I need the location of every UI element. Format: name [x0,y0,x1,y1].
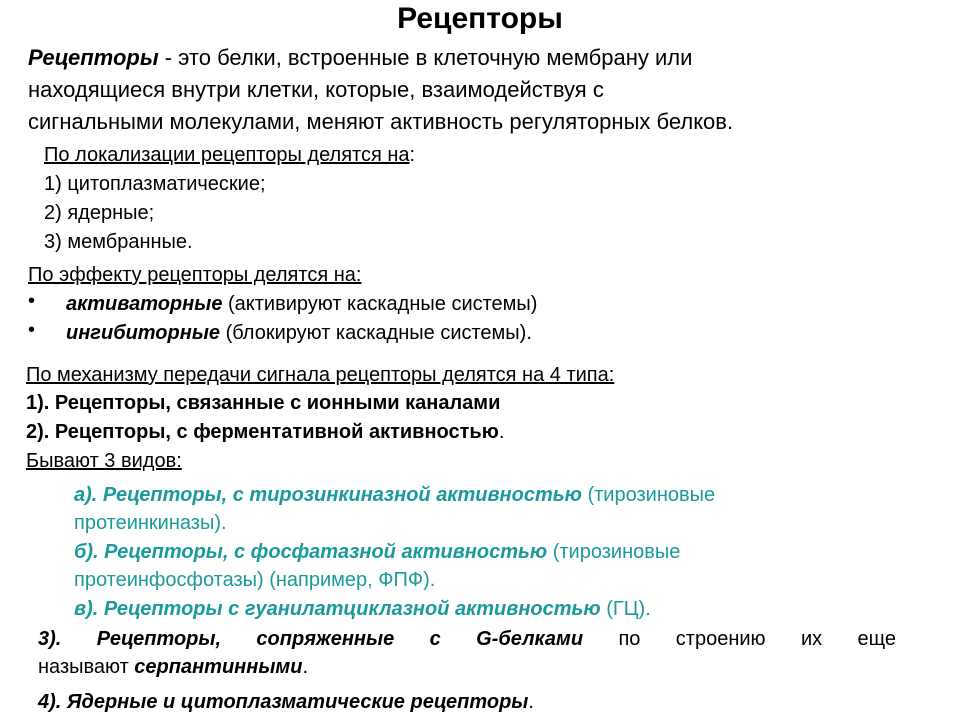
localization-item-2: 2) ядерные; [44,202,155,224]
mechanism-type-2-end: . [498,421,505,443]
definition [28,42,928,138]
subtype-a-line1 [74,484,715,507]
mechanism-type-3-line2 [38,656,308,679]
effect-item-2 [66,322,532,345]
subtype-b-term: б). Рецепторы, с фосфатазной активностью [74,541,548,563]
mechanism-type-2 [26,421,504,444]
subtype-a-desc: (тирозиновые [581,484,716,506]
localization-heading-text: По локализации рецепторы делятся на [44,144,410,166]
subtype-c-line [74,598,651,621]
mechanism-type-3-line2-pre: называют [38,656,135,678]
mechanism-type-4-end: . [528,691,534,713]
effect-item-1-desc: (активируют каскадные системы) [222,293,538,315]
localization-item-3: 3) мембранные. [44,231,193,253]
mechanism-type-4-text: 4). Ядерные и цитоплазматические рецепторы [38,691,529,713]
mechanism-type-3-desc: по строению их еще [583,628,896,650]
definition-line2: находящиеся внутри клетки, которые, взаимодействуя с [28,77,604,102]
effect-item-1 [66,293,537,316]
subtype-b-line1 [74,541,680,564]
mechanism-subheading: Бывают 3 видов: [26,450,182,472]
mechanism-type-4 [38,691,534,714]
subtype-b-desc: (тирозиновые [547,541,681,563]
localization-colon: : [409,144,416,166]
subtype-a-line2: протеинкиназы). [74,512,227,534]
subtype-b-line2: протеинфосфотазы) (например, ФПФ). [74,569,436,591]
mechanism-type-3-term: 3). Рецепторы, сопряженные с G-белками [38,628,584,650]
localization-heading [44,144,415,167]
subtype-c-term: в). Рецепторы с гуанилатциклазной активностью [74,598,601,620]
subtype-c-desc: (ГЦ). [600,598,651,620]
definition-line1: - это белки, встроенные в клеточную мембрану или [158,45,693,70]
mechanism-type-3-line2-end: . [302,656,308,678]
mechanism-type-3-line2-term: серпантинными [134,656,303,678]
localization-item-1: 1) цитоплазматические; [44,173,266,195]
effect-bullet-2: • [28,319,36,341]
mechanism-type-2-text: 2). Рецепторы, с ферментативной активностью [26,421,499,443]
definition-term: Рецепторы [28,45,159,70]
definition-line3: сигнальными молекулами, меняют активность регуляторных белков. [28,109,734,134]
subtype-a-term: а). Рецепторы, с тирозинкиназной активностью [74,484,582,506]
mechanism-type-1: 1). Рецепторы, связанные с ионными каналами [26,392,501,414]
effect-item-2-desc: (блокируют каскадные системы). [220,322,532,344]
page-title: Рецепторы [397,2,563,35]
mechanism-heading: По механизму передачи сигнала рецепторы делятся на 4 типа: [26,364,615,386]
mechanism-type-3-line1 [38,628,896,651]
effect-heading: По эффекту рецепторы делятся на: [28,264,362,286]
effect-item-2-term: ингибиторные [66,322,221,344]
effect-bullet-1: • [28,290,36,312]
effect-item-1-term: активаторные [66,293,223,315]
